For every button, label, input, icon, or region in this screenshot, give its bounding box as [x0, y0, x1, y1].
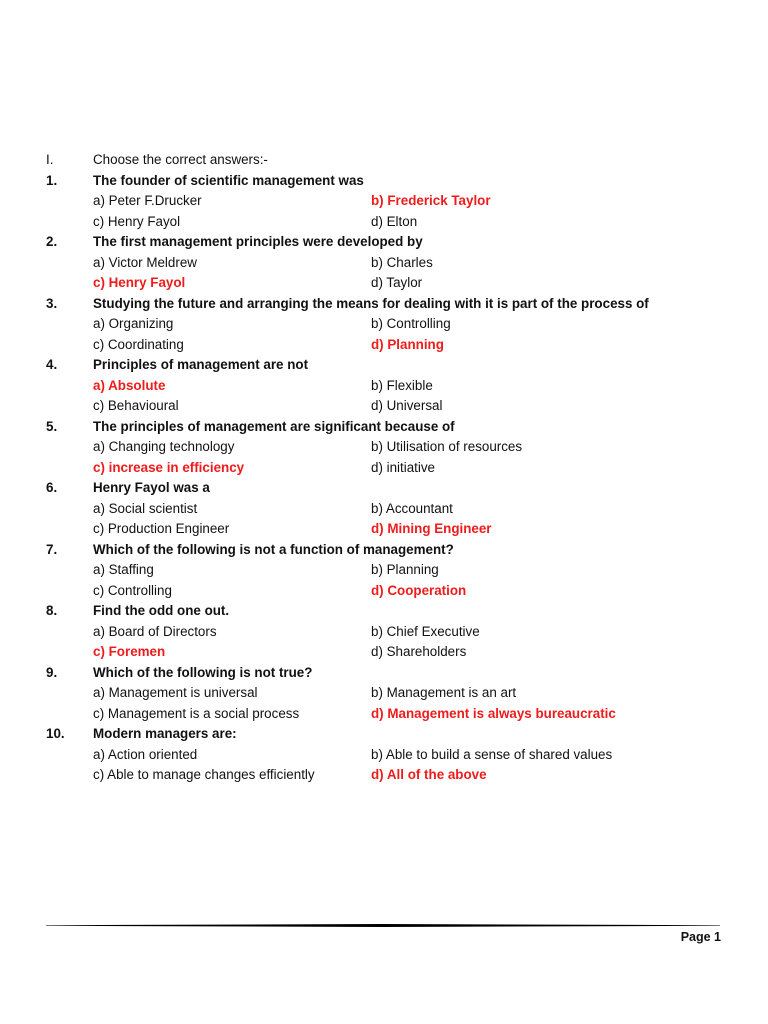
option-row — [0, 314, 768, 335]
option-row — [0, 765, 768, 786]
answer-option: a) Management is universal — [93, 685, 258, 700]
question-text: Henry Fayol was a — [93, 480, 210, 495]
answer-option: a) Action oriented — [93, 746, 198, 762]
question-row — [0, 601, 768, 622]
option-row — [0, 376, 768, 397]
question-list — [0, 171, 768, 786]
answer-option: a) Staffing — [93, 562, 154, 577]
footer-divider — [46, 924, 720, 927]
question-row — [0, 540, 768, 561]
question-row — [0, 232, 768, 253]
answer-option: d) Shareholders — [371, 644, 467, 659]
correct-answer-option: c) Henry Fayol — [93, 275, 186, 290]
answer-option: a) Social scientist — [93, 500, 198, 516]
question-number: 7. — [46, 541, 58, 557]
option-row — [0, 745, 768, 766]
answer-option: b) Management is an art — [371, 685, 517, 700]
option-row — [0, 335, 768, 356]
option-row — [0, 581, 768, 602]
answer-option: d) initiative — [371, 459, 436, 475]
answer-option: d) Elton — [371, 213, 418, 229]
option-row — [0, 273, 768, 294]
answer-option: b) Flexible — [371, 377, 433, 393]
quiz-content — [0, 150, 768, 786]
correct-answer-option: d) All of the above — [371, 767, 487, 782]
question-number: 8. — [46, 603, 58, 618]
answer-option: c) Henry Fayol — [93, 213, 181, 229]
option-row — [0, 191, 768, 212]
option-row — [0, 212, 768, 233]
question-number: 1. — [46, 172, 58, 188]
section-number: I. — [46, 152, 54, 167]
question-text: Principles of management are not — [93, 357, 309, 372]
question-text: Which of the following is not a function of management? — [93, 541, 454, 557]
question-text: Find the odd one out. — [93, 603, 230, 618]
question-row — [0, 171, 768, 192]
correct-answer-option: a) Absolute — [93, 377, 166, 393]
answer-option: a) Victor Meldrew — [93, 254, 197, 270]
option-row — [0, 622, 768, 643]
section-instruction: Choose the correct answers:- — [93, 152, 268, 167]
question-number: 2. — [46, 234, 58, 249]
answer-option: a) Board of Directors — [93, 623, 217, 639]
question-row — [0, 294, 768, 315]
question-text: The first management principles were developed by — [93, 234, 423, 249]
question-text: The principles of management are significant because of — [93, 418, 455, 434]
option-row — [0, 396, 768, 417]
answer-option: b) Planning — [371, 562, 439, 577]
answer-option: d) Universal — [371, 398, 443, 413]
correct-answer-option: b) Frederick Taylor — [371, 193, 491, 208]
question-row — [0, 355, 768, 376]
answer-option: c) Able to manage changes efficiently — [93, 767, 315, 782]
answer-option: b) Controlling — [371, 316, 451, 331]
answer-option: c) Production Engineer — [93, 521, 230, 536]
question-row — [0, 417, 768, 438]
answer-option: c) Controlling — [93, 582, 172, 598]
question-text: Studying the future and arranging the means for dealing with it is part of the process of — [93, 295, 649, 311]
question-number: 5. — [46, 418, 58, 434]
question-text: The founder of scientific management was — [93, 172, 364, 188]
correct-answer-option: d) Mining Engineer — [371, 521, 492, 536]
question-row — [0, 478, 768, 499]
correct-answer-option: d) Management is always bureaucratic — [371, 705, 616, 721]
section-header — [0, 150, 768, 171]
answer-option: a) Organizing — [93, 316, 174, 331]
option-row — [0, 519, 768, 540]
option-row — [0, 499, 768, 520]
question-number: 10. — [46, 726, 65, 741]
question-text: Modern managers are: — [93, 726, 237, 741]
answer-option: c) Coordinating — [93, 336, 184, 352]
answer-option: b) Charles — [371, 254, 433, 270]
option-row — [0, 437, 768, 458]
option-row — [0, 458, 768, 479]
answer-option: c) Management is a social process — [93, 705, 300, 721]
question-number: 6. — [46, 480, 58, 495]
option-row — [0, 704, 768, 725]
option-row — [0, 683, 768, 704]
answer-option: b) Able to build a sense of shared values — [371, 746, 613, 762]
question-number: 9. — [46, 664, 58, 680]
correct-answer-option: c) increase in efficiency — [93, 459, 245, 475]
option-row — [0, 642, 768, 663]
page-number: Page 1 — [680, 930, 721, 944]
answer-option: d) Taylor — [371, 275, 423, 290]
answer-option: b) Chief Executive — [371, 623, 480, 639]
answer-option: c) Behavioural — [93, 398, 179, 413]
option-row — [0, 560, 768, 581]
correct-answer-option: c) Foremen — [93, 644, 166, 659]
option-row — [0, 253, 768, 274]
question-number: 3. — [46, 295, 58, 311]
answer-option: b) Accountant — [371, 500, 453, 516]
question-text: Which of the following is not true? — [93, 664, 313, 680]
answer-option: a) Peter F.Drucker — [93, 193, 202, 208]
question-row — [0, 663, 768, 684]
answer-option: a) Changing technology — [93, 439, 235, 454]
question-number: 4. — [46, 357, 58, 372]
answer-option: b) Utilisation of resources — [371, 439, 523, 454]
question-row — [0, 724, 768, 745]
correct-answer-option: d) Planning — [371, 336, 444, 352]
correct-answer-option: d) Cooperation — [371, 582, 467, 598]
